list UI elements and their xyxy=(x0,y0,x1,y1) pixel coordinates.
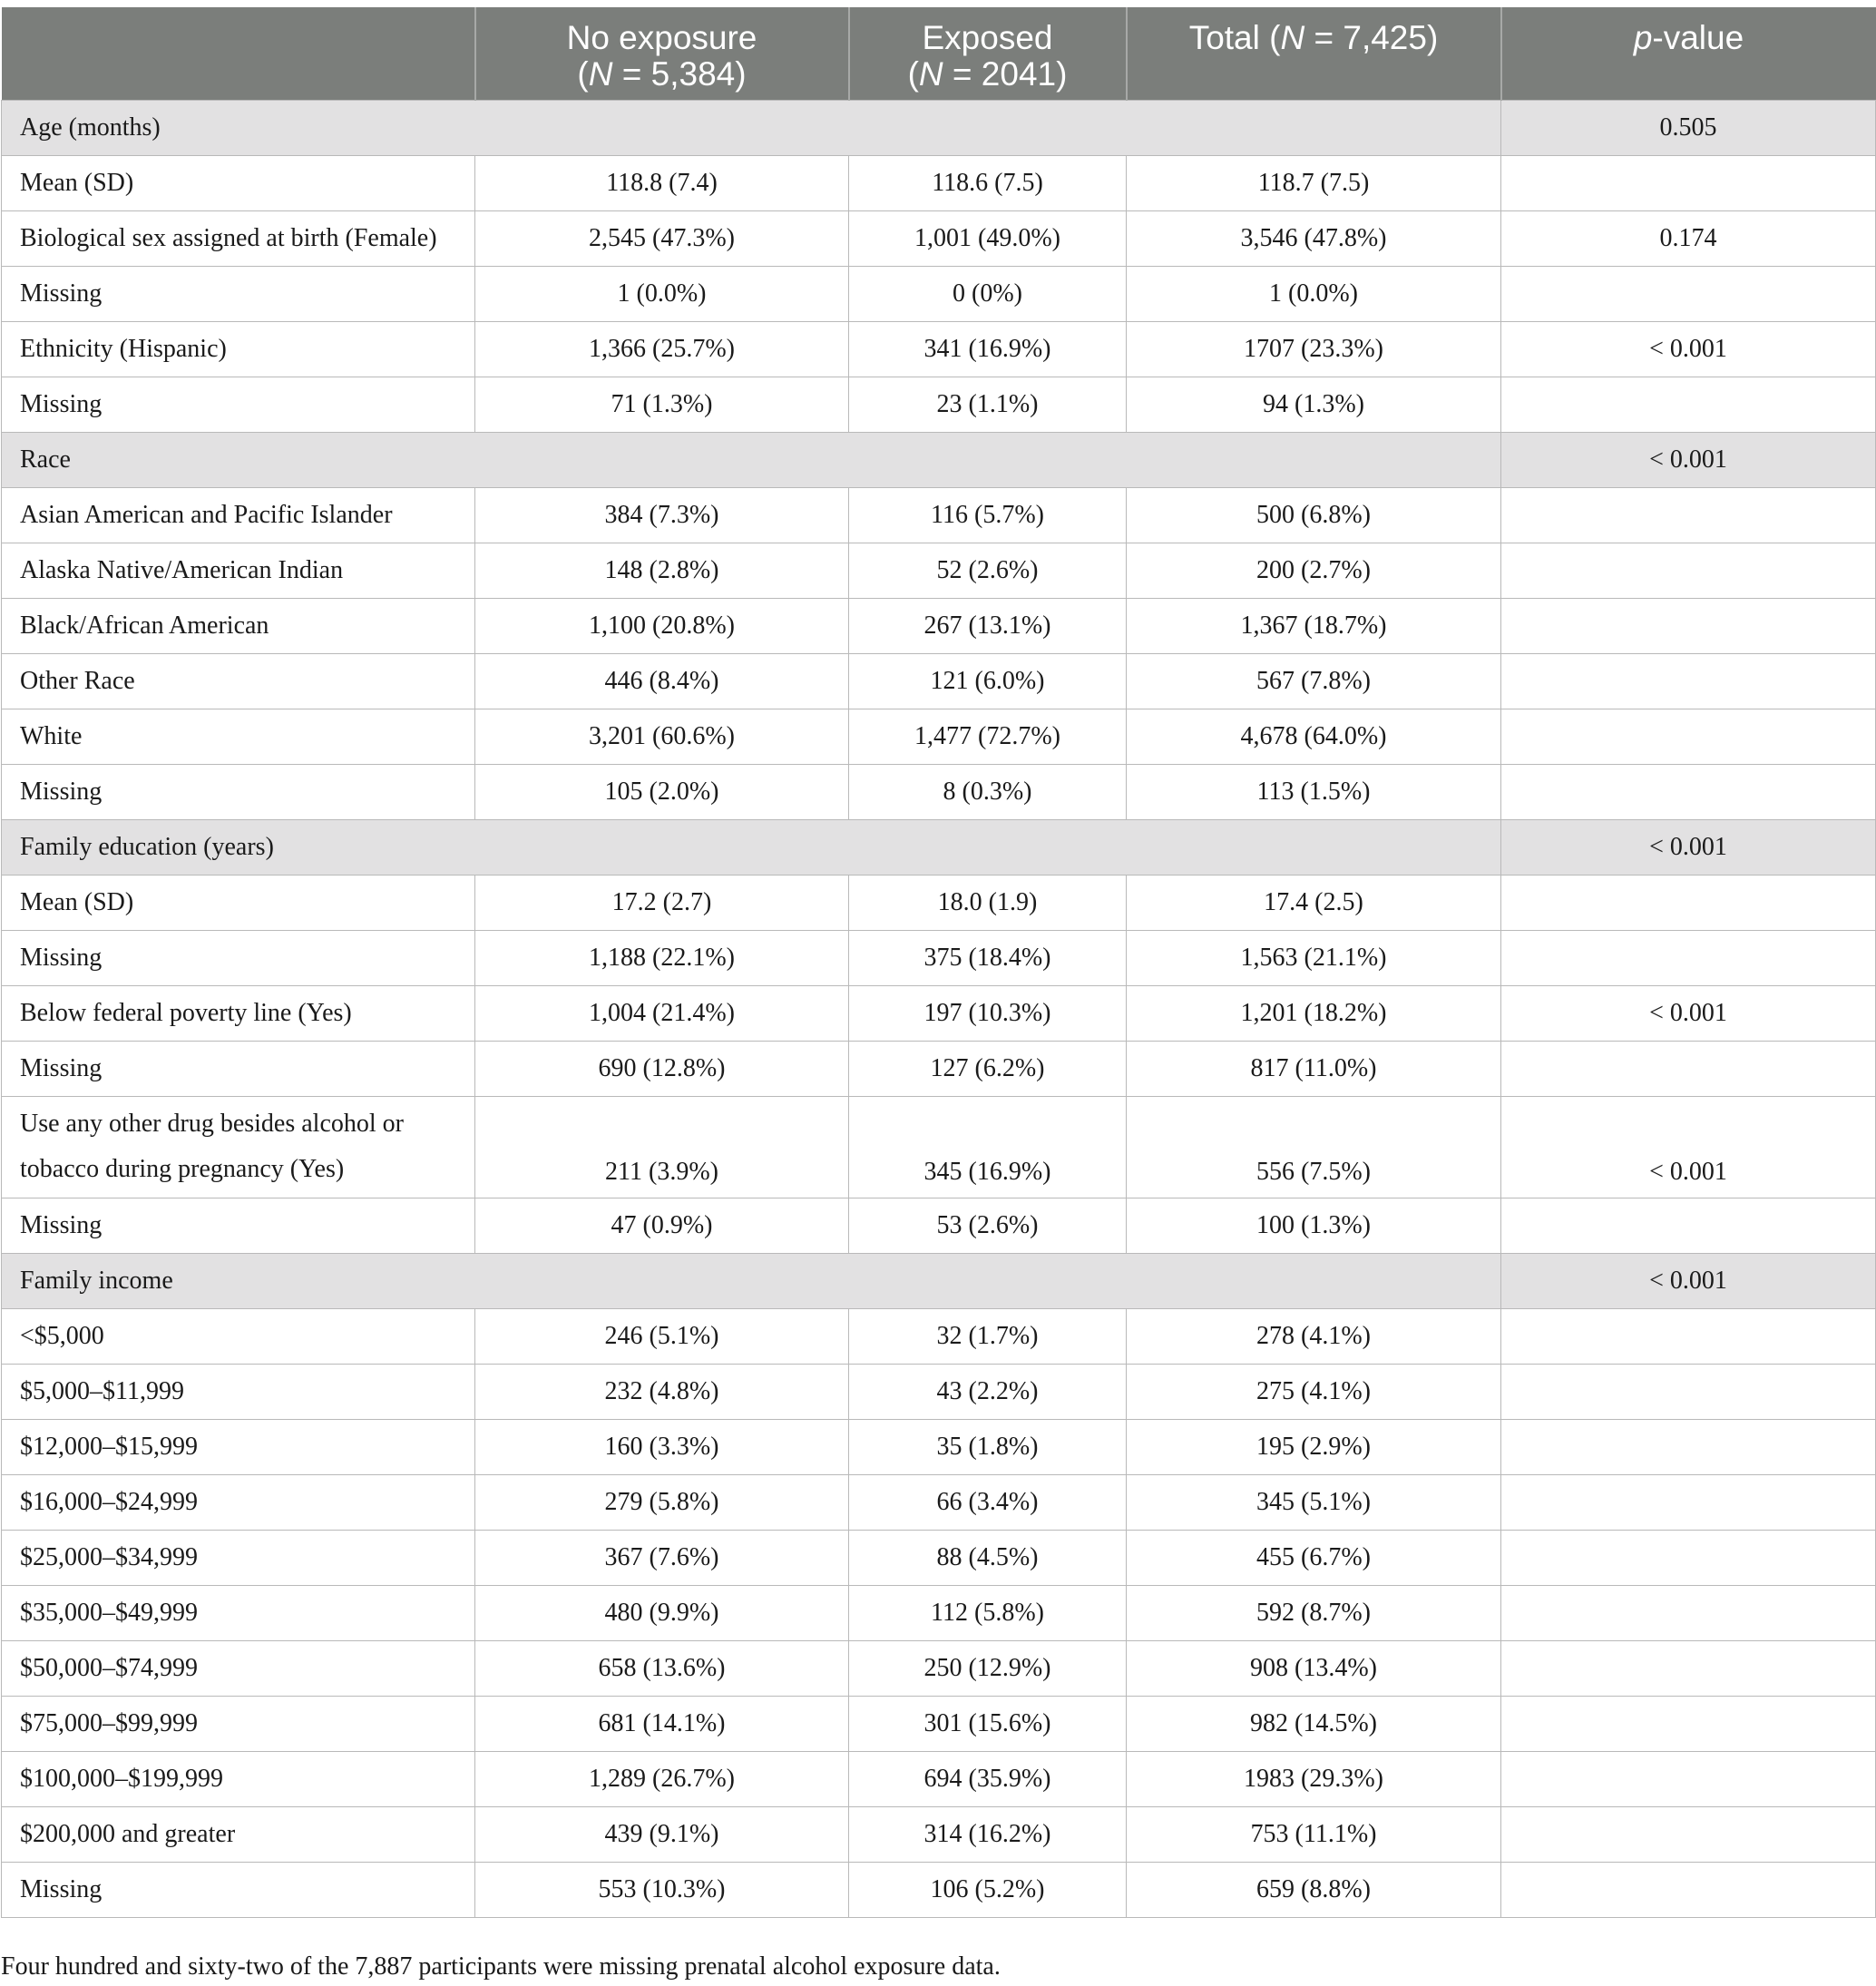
table-row xyxy=(2,1420,1876,1475)
p-value-cell xyxy=(1501,543,1876,599)
no-exposure-cell: 553 (10.3%) xyxy=(475,1863,849,1918)
p-value-cell: 0.505 xyxy=(1501,101,1876,156)
header-total xyxy=(1127,7,1501,101)
exposed-cell: 118.6 (7.5) xyxy=(849,156,1127,211)
total-cell: 908 (13.4%) xyxy=(1127,1641,1501,1697)
total-cell: 500 (6.8%) xyxy=(1127,488,1501,543)
no-exposure-cell: 246 (5.1%) xyxy=(475,1309,849,1365)
p-value-cell xyxy=(1501,1420,1876,1475)
row-label: Missing xyxy=(2,1198,475,1254)
header-row xyxy=(2,7,1876,101)
row-label: Missing xyxy=(2,377,475,433)
total-cell: 556 (7.5%) xyxy=(1127,1097,1501,1198)
p-value-cell xyxy=(1501,1042,1876,1097)
no-exposure-cell: 2,545 (47.3%) xyxy=(475,211,849,267)
p-value-cell: < 0.001 xyxy=(1501,820,1876,876)
p-value-cell xyxy=(1501,156,1876,211)
p-value-cell xyxy=(1501,1807,1876,1863)
p-value-cell: 0.174 xyxy=(1501,211,1876,267)
total-cell: 195 (2.9%) xyxy=(1127,1420,1501,1475)
total-cell: 17.4 (2.5) xyxy=(1127,876,1501,931)
section-label: Family income xyxy=(2,1254,1501,1309)
header-paren: ( xyxy=(577,55,589,93)
exposed-cell: 197 (10.3%) xyxy=(849,986,1127,1042)
table-row xyxy=(2,322,1876,377)
row-label: Biological sex assigned at birth (Female) xyxy=(2,211,475,267)
exposed-cell: 112 (5.8%) xyxy=(849,1586,1127,1641)
table-row xyxy=(2,1097,1876,1198)
exposed-cell: 301 (15.6%) xyxy=(849,1697,1127,1752)
no-exposure-cell: 681 (14.1%) xyxy=(475,1697,849,1752)
table-row xyxy=(2,1697,1876,1752)
exposed-cell: 121 (6.0%) xyxy=(849,654,1127,709)
table-row xyxy=(2,267,1876,322)
table-row xyxy=(2,931,1876,986)
exposed-cell: 52 (2.6%) xyxy=(849,543,1127,599)
total-cell: 3,546 (47.8%) xyxy=(1127,211,1501,267)
section-row xyxy=(2,433,1876,488)
row-label: Mean (SD) xyxy=(2,156,475,211)
total-cell: 753 (11.1%) xyxy=(1127,1807,1501,1863)
header-exposed-count: = 2041) xyxy=(943,55,1068,93)
p-value-cell xyxy=(1501,709,1876,765)
total-cell: 200 (2.7%) xyxy=(1127,543,1501,599)
row-label: $25,000–$34,999 xyxy=(2,1531,475,1586)
no-exposure-cell: 211 (3.9%) xyxy=(475,1097,849,1198)
exposed-cell: 32 (1.7%) xyxy=(849,1309,1127,1365)
section-row xyxy=(2,101,1876,156)
exposed-cell: 23 (1.1%) xyxy=(849,377,1127,433)
total-cell: 1707 (23.3%) xyxy=(1127,322,1501,377)
table-row xyxy=(2,1365,1876,1420)
row-label: Use any other drug besides alcohol or tobacco during pregnancy (Yes) xyxy=(2,1097,475,1198)
total-cell: 94 (1.3%) xyxy=(1127,377,1501,433)
p-value-cell xyxy=(1501,1752,1876,1807)
p-value-cell xyxy=(1501,1198,1876,1254)
total-cell: 567 (7.8%) xyxy=(1127,654,1501,709)
table-row xyxy=(2,1752,1876,1807)
row-label: Below federal poverty line (Yes) xyxy=(2,986,475,1042)
table-row xyxy=(2,1309,1876,1365)
total-cell: 455 (6.7%) xyxy=(1127,1531,1501,1586)
p-value-cell: < 0.001 xyxy=(1501,322,1876,377)
row-label: Asian American and Pacific Islander xyxy=(2,488,475,543)
row-label: Missing xyxy=(2,1042,475,1097)
no-exposure-cell: 1,004 (21.4%) xyxy=(475,986,849,1042)
header-p-symbol: p xyxy=(1633,19,1653,56)
row-label: Missing xyxy=(2,1863,475,1918)
no-exposure-cell: 17.2 (2.7) xyxy=(475,876,849,931)
table-row xyxy=(2,709,1876,765)
p-value-cell xyxy=(1501,377,1876,433)
row-label: Mean (SD) xyxy=(2,876,475,931)
header-no-exposure xyxy=(475,7,849,101)
no-exposure-cell: 1,100 (20.8%) xyxy=(475,599,849,654)
no-exposure-cell: 1,366 (25.7%) xyxy=(475,322,849,377)
total-cell: 278 (4.1%) xyxy=(1127,1309,1501,1365)
p-value-cell: < 0.001 xyxy=(1501,433,1876,488)
no-exposure-cell: 439 (9.1%) xyxy=(475,1807,849,1863)
header-total-count: = 7,425) xyxy=(1304,19,1439,56)
total-cell: 118.7 (7.5) xyxy=(1127,156,1501,211)
p-value-cell xyxy=(1501,1365,1876,1420)
exposed-cell: 314 (16.2%) xyxy=(849,1807,1127,1863)
table-footnote: Four hundred and sixty-two of the 7,887 participants were missing prenatal alcohol exposure data. xyxy=(1,1952,1001,1981)
p-value-cell xyxy=(1501,876,1876,931)
table-row xyxy=(2,1863,1876,1918)
header-paren: ( xyxy=(907,55,919,93)
p-value-cell xyxy=(1501,1475,1876,1531)
total-cell: 100 (1.3%) xyxy=(1127,1198,1501,1254)
no-exposure-cell: 1 (0.0%) xyxy=(475,267,849,322)
total-cell: 1,201 (18.2%) xyxy=(1127,986,1501,1042)
p-value-cell xyxy=(1501,488,1876,543)
row-label: Missing xyxy=(2,267,475,322)
p-value-cell: < 0.001 xyxy=(1501,1097,1876,1198)
table-row xyxy=(2,599,1876,654)
row-label: $16,000–$24,999 xyxy=(2,1475,475,1531)
section-label: Age (months) xyxy=(2,101,1501,156)
p-value-cell xyxy=(1501,1863,1876,1918)
exposed-cell: 116 (5.7%) xyxy=(849,488,1127,543)
header-variable xyxy=(2,7,475,101)
p-value-cell: < 0.001 xyxy=(1501,1254,1876,1309)
table-row xyxy=(2,211,1876,267)
table-body xyxy=(2,101,1876,1918)
section-row xyxy=(2,1254,1876,1309)
table-row xyxy=(2,1531,1876,1586)
header-p-value xyxy=(1501,7,1876,101)
row-label: $12,000–$15,999 xyxy=(2,1420,475,1475)
header-total-label: Total ( xyxy=(1188,19,1281,56)
row-label: Other Race xyxy=(2,654,475,709)
table-row xyxy=(2,1586,1876,1641)
row-label: Missing xyxy=(2,765,475,820)
no-exposure-cell: 47 (0.9%) xyxy=(475,1198,849,1254)
table-row xyxy=(2,377,1876,433)
total-cell: 275 (4.1%) xyxy=(1127,1365,1501,1420)
no-exposure-cell: 446 (8.4%) xyxy=(475,654,849,709)
p-value-cell xyxy=(1501,1641,1876,1697)
no-exposure-cell: 232 (4.8%) xyxy=(475,1365,849,1420)
row-label: $50,000–$74,999 xyxy=(2,1641,475,1697)
row-label: Black/African American xyxy=(2,599,475,654)
no-exposure-cell: 690 (12.8%) xyxy=(475,1042,849,1097)
total-cell: 4,678 (64.0%) xyxy=(1127,709,1501,765)
row-label: $75,000–$99,999 xyxy=(2,1697,475,1752)
p-value-cell xyxy=(1501,931,1876,986)
table-row xyxy=(2,156,1876,211)
exposed-cell: 43 (2.2%) xyxy=(849,1365,1127,1420)
row-label: $100,000–$199,999 xyxy=(2,1752,475,1807)
p-value-cell: < 0.001 xyxy=(1501,986,1876,1042)
table-row xyxy=(2,488,1876,543)
exposed-cell: 0 (0%) xyxy=(849,267,1127,322)
exposed-cell: 8 (0.3%) xyxy=(849,765,1127,820)
exposed-cell: 66 (3.4%) xyxy=(849,1475,1127,1531)
p-value-cell xyxy=(1501,654,1876,709)
demographics-table xyxy=(1,7,1876,1918)
row-label: White xyxy=(2,709,475,765)
exposed-cell: 1,477 (72.7%) xyxy=(849,709,1127,765)
table-row xyxy=(2,1042,1876,1097)
p-value-cell xyxy=(1501,1697,1876,1752)
total-cell: 345 (5.1%) xyxy=(1127,1475,1501,1531)
exposed-cell: 345 (16.9%) xyxy=(849,1097,1127,1198)
total-cell: 817 (11.0%) xyxy=(1127,1042,1501,1097)
total-cell: 1 (0.0%) xyxy=(1127,267,1501,322)
header-no-exposure-count: = 5,384) xyxy=(612,55,747,93)
table-row xyxy=(2,765,1876,820)
table-row xyxy=(2,654,1876,709)
exposed-cell: 250 (12.9%) xyxy=(849,1641,1127,1697)
row-label: $5,000–$11,999 xyxy=(2,1365,475,1420)
table-row xyxy=(2,1641,1876,1697)
total-cell: 592 (8.7%) xyxy=(1127,1586,1501,1641)
header-no-exposure-label: No exposure xyxy=(566,19,757,56)
row-label: Missing xyxy=(2,931,475,986)
header-exposed-label: Exposed xyxy=(922,19,1053,56)
no-exposure-cell: 658 (13.6%) xyxy=(475,1641,849,1697)
exposed-cell: 53 (2.6%) xyxy=(849,1198,1127,1254)
p-value-cell xyxy=(1501,765,1876,820)
no-exposure-cell: 160 (3.3%) xyxy=(475,1420,849,1475)
table-row xyxy=(2,876,1876,931)
exposed-cell: 341 (16.9%) xyxy=(849,322,1127,377)
section-label: Race xyxy=(2,433,1501,488)
no-exposure-cell: 118.8 (7.4) xyxy=(475,156,849,211)
p-value-cell xyxy=(1501,1309,1876,1365)
p-value-cell xyxy=(1501,1531,1876,1586)
row-label: <$5,000 xyxy=(2,1309,475,1365)
total-cell: 982 (14.5%) xyxy=(1127,1697,1501,1752)
no-exposure-cell: 105 (2.0%) xyxy=(475,765,849,820)
no-exposure-cell: 3,201 (60.6%) xyxy=(475,709,849,765)
p-value-cell xyxy=(1501,267,1876,322)
exposed-cell: 694 (35.9%) xyxy=(849,1752,1127,1807)
no-exposure-cell: 384 (7.3%) xyxy=(475,488,849,543)
table-row xyxy=(2,1807,1876,1863)
table-row xyxy=(2,543,1876,599)
p-value-cell xyxy=(1501,599,1876,654)
section-row xyxy=(2,820,1876,876)
exposed-cell: 1,001 (49.0%) xyxy=(849,211,1127,267)
row-label: Ethnicity (Hispanic) xyxy=(2,322,475,377)
row-label: $200,000 and greater xyxy=(2,1807,475,1863)
header-n-symbol: N xyxy=(588,55,613,93)
p-value-cell xyxy=(1501,1586,1876,1641)
table-header xyxy=(2,7,1876,101)
table-row xyxy=(2,1198,1876,1254)
total-cell: 1983 (29.3%) xyxy=(1127,1752,1501,1807)
exposed-cell: 127 (6.2%) xyxy=(849,1042,1127,1097)
exposed-cell: 88 (4.5%) xyxy=(849,1531,1127,1586)
exposed-cell: 267 (13.1%) xyxy=(849,599,1127,654)
header-n-symbol: N xyxy=(918,55,943,93)
no-exposure-cell: 71 (1.3%) xyxy=(475,377,849,433)
no-exposure-cell: 148 (2.8%) xyxy=(475,543,849,599)
header-n-symbol: N xyxy=(1280,19,1305,56)
total-cell: 1,563 (21.1%) xyxy=(1127,931,1501,986)
header-exposed xyxy=(849,7,1127,101)
no-exposure-cell: 1,188 (22.1%) xyxy=(475,931,849,986)
table-row xyxy=(2,1475,1876,1531)
no-exposure-cell: 1,289 (26.7%) xyxy=(475,1752,849,1807)
section-label: Family education (years) xyxy=(2,820,1501,876)
no-exposure-cell: 279 (5.8%) xyxy=(475,1475,849,1531)
total-cell: 113 (1.5%) xyxy=(1127,765,1501,820)
row-label: $35,000–$49,999 xyxy=(2,1586,475,1641)
row-label: Alaska Native/American Indian xyxy=(2,543,475,599)
exposed-cell: 18.0 (1.9) xyxy=(849,876,1127,931)
total-cell: 659 (8.8%) xyxy=(1127,1863,1501,1918)
no-exposure-cell: 367 (7.6%) xyxy=(475,1531,849,1586)
exposed-cell: 375 (18.4%) xyxy=(849,931,1127,986)
header-p-label: -value xyxy=(1652,19,1744,56)
exposed-cell: 106 (5.2%) xyxy=(849,1863,1127,1918)
no-exposure-cell: 480 (9.9%) xyxy=(475,1586,849,1641)
exposed-cell: 35 (1.8%) xyxy=(849,1420,1127,1475)
table-row xyxy=(2,986,1876,1042)
total-cell: 1,367 (18.7%) xyxy=(1127,599,1501,654)
